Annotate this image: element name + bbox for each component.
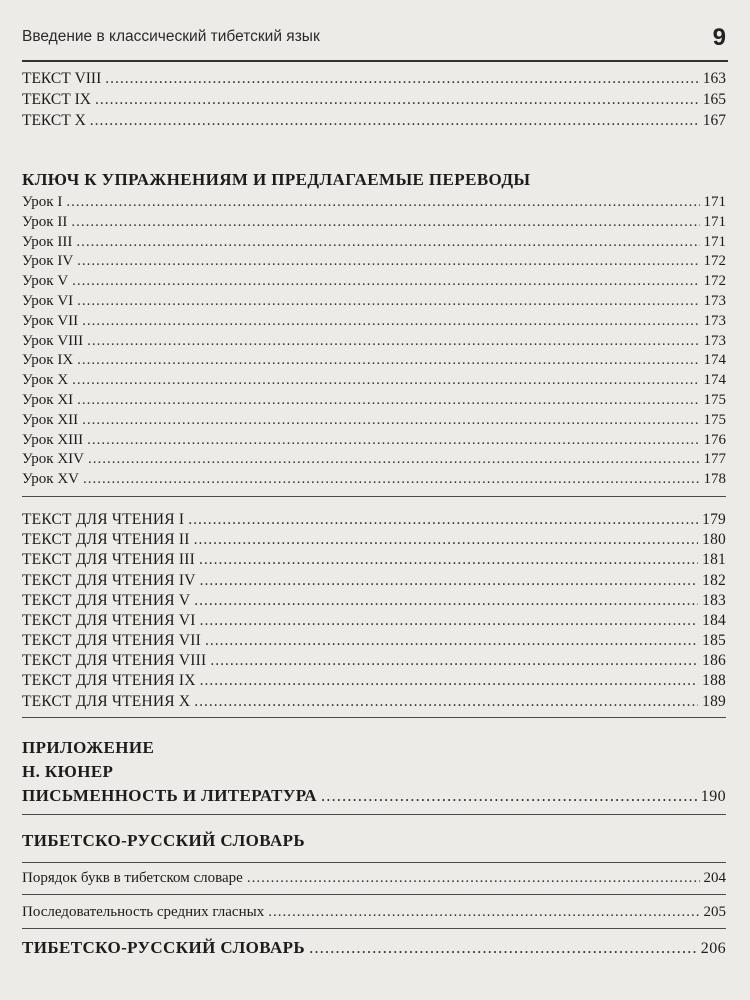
toc-entry[interactable]: Урок IX ..... 174 [22,352,726,372]
toc-entry[interactable]: ТЕКСТ ДЛЯ ЧТЕНИЯ VIII ..... 186 [22,652,726,672]
toc-entry[interactable]: Урок XIII ..... 176 [22,432,726,452]
toc-entry[interactable]: Урок VII ..... 173 [22,313,726,333]
toc-entry[interactable]: Урок VIII ..... 173 [22,333,726,353]
book-title: Введение в классический тибетский язык [22,28,320,45]
dot-leader [72,372,699,389]
toc-entry[interactable]: Урок VI ..... 173 [22,293,726,313]
dot-leader [87,432,699,449]
toc-entry[interactable]: Урок XII ..... 175 [22,412,726,432]
toc-entry[interactable]: ТЕКСТ ДЛЯ ЧТЕНИЯ X ..... 189 [22,693,726,713]
dictionary-title: ТИБЕТСКО-РУССКИЙ СЛОВАРЬ [22,830,306,850]
toc-entry[interactable]: Урок XIV ..... 177 [22,451,726,471]
dictionary-group [22,831,726,964]
toc-entry[interactable]: ТЕКСТ IX ..... 165 [22,91,726,112]
dot-leader [83,471,699,488]
dot-leader [77,392,699,409]
dot-leader [268,904,699,921]
appendix-title: ПРИЛОЖЕНИЕ [22,737,155,757]
table-of-contents [22,70,726,964]
toc-entry[interactable]: Урок XI ..... 175 [22,392,726,412]
toc-entry[interactable]: Урок II ..... 171 [22,214,726,234]
toc-entry[interactable]: ТЕКСТ X ..... 167 [22,112,726,133]
section-title-key: КЛЮЧ К УПРАЖНЕНИЯМ И ПРЕДЛАГАЕМЫЕ ПЕРЕВОДЫ [22,170,531,189]
dot-leader [76,234,699,251]
dot-leader [321,786,697,806]
dot-leader [77,352,699,369]
toc-entry[interactable]: ТЕКСТ ДЛЯ ЧТЕНИЯ III ..... 181 [22,551,726,571]
dot-leader [194,693,698,711]
toc-entry[interactable]: Урок I ..... 171 [22,194,726,214]
dot-leader [200,572,699,590]
toc-entry[interactable]: ТЕКСТ ДЛЯ ЧТЕНИЯ IV ..... 182 [22,572,726,592]
dot-leader [87,333,699,350]
dot-leader [194,592,698,610]
dot-leader [199,551,698,569]
toc-entry[interactable]: ТИБЕТСКО-РУССКИЙ СЛОВАРЬ ..... 206 [22,938,726,964]
texts-group [22,70,726,133]
toc-entry[interactable]: ПИСЬМЕННОСТЬ И ЛИТЕРАТУРА ..... 190 [22,786,726,810]
dot-leader [205,632,698,650]
dot-leader [95,91,699,109]
toc-entry[interactable]: Урок III ..... 171 [22,234,726,254]
page-number: 9 [712,24,726,51]
toc-entry[interactable]: ТЕКСТ ДЛЯ ЧТЕНИЯ V ..... 183 [22,592,726,612]
dot-leader [200,672,699,690]
dot-leader [194,531,699,549]
toc-entry[interactable]: ТЕКСТ ДЛЯ ЧТЕНИЯ IX ..... 188 [22,672,726,692]
running-header [22,26,728,62]
toc-entry[interactable]: Порядок букв в тибетском словаре ..... 204 [22,870,726,894]
dot-leader [200,612,699,630]
appendix-author: Н. КЮНЕР [22,761,114,781]
dot-leader [77,293,699,310]
dot-leader [88,451,700,468]
dot-leader [82,313,699,330]
reading-texts-group [22,511,726,713]
lessons-group [22,194,726,491]
toc-entry[interactable]: ТЕКСТ VIII ..... 163 [22,70,726,91]
toc-entry[interactable]: Урок V ..... 172 [22,273,726,293]
toc-entry[interactable]: Урок XV ..... 178 [22,471,726,491]
toc-entry[interactable]: ТЕКСТ ДЛЯ ЧТЕНИЯ VII ..... 185 [22,632,726,652]
toc-entry[interactable]: ТЕКСТ ДЛЯ ЧТЕНИЯ I ..... 179 [22,511,726,531]
dot-leader [77,253,699,270]
dot-leader [71,214,699,231]
dot-leader [82,412,699,429]
appendix-group [22,738,726,810]
toc-entry[interactable]: ТЕКСТ ДЛЯ ЧТЕНИЯ VI ..... 184 [22,612,726,632]
dot-leader [188,511,698,529]
dot-leader [247,870,700,887]
dot-leader [72,273,699,290]
toc-entry[interactable]: ТЕКСТ ДЛЯ ЧТЕНИЯ II ..... 180 [22,531,726,551]
toc-entry[interactable]: Урок X ..... 174 [22,372,726,392]
dot-leader [90,112,699,130]
toc-entry[interactable]: Последовательность средних гласных ..... 205 [22,904,726,928]
dot-leader [105,70,699,88]
dot-leader [309,938,697,958]
toc-entry[interactable]: Урок IV ..... 172 [22,253,726,273]
dot-leader [210,652,698,670]
dot-leader [66,194,699,211]
